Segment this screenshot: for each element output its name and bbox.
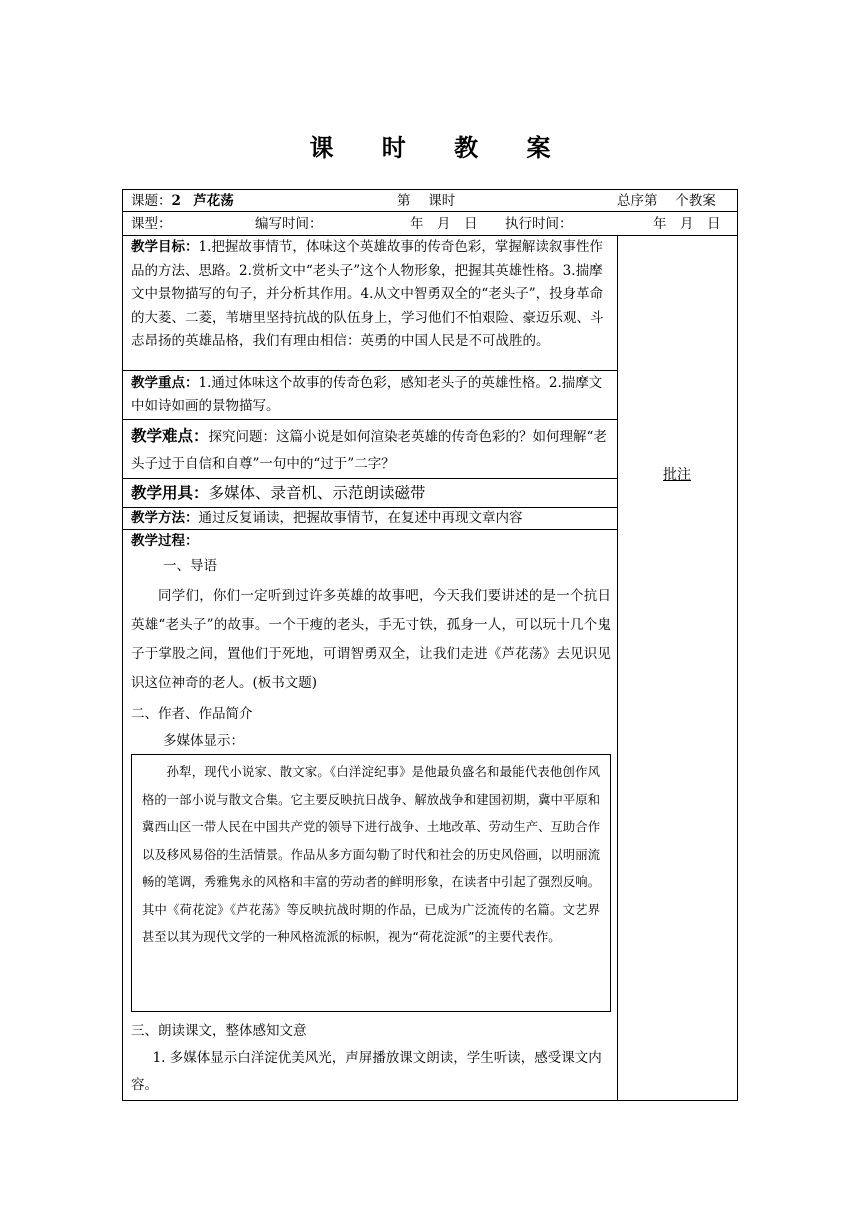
annotation-label: 批注	[663, 467, 691, 483]
section-3-text: 1. 多媒体显示白洋淀优美风光，声屏播放课文朗读，学生听读，感受课文内容。	[131, 1050, 602, 1093]
column-divider	[617, 235, 618, 1101]
topic-cell	[131, 190, 234, 212]
methods-text: 通过反复诵读，把握故事情节，在复述中再现文章内容	[198, 510, 523, 526]
teaching-tools	[131, 479, 611, 507]
exec-time-cell: 执行时间：	[505, 216, 573, 232]
difficulties-text: 探究问题：这篇小说是如何渲染老英雄的传奇色彩的？如何理解“老头子过于自信和自尊”一句中的“过于”二字？	[131, 429, 607, 472]
section-1-title: 一、导语	[163, 558, 217, 574]
page-title: 课 时 教 案	[309, 133, 571, 162]
key-points	[131, 372, 611, 418]
type-cell: 课型：	[131, 216, 172, 232]
topic-number: 2	[171, 193, 181, 209]
key-points-text: 1.通过体味这个故事的传奇色彩，感知老头子的英雄性格。2.揣摩文中如诗如画的景物描写。	[131, 375, 603, 414]
section-2-media: 多媒体显示：	[163, 733, 244, 749]
divider	[123, 419, 617, 420]
divider	[123, 211, 737, 212]
section-1-text: 同学们，你们一定听到过许多英雄的故事吧，今天我们要讲述的是一个抗日英雄“老头子”的故事。一个干瘦的老头，手无寸铁，孤身一人，可以玩十几个鬼子于掌股之间，置他们于死地，可谓智勇双全，让我们走进《芦花荡》去见识见识这位神奇的老人。(板书文题)	[131, 588, 611, 691]
period-cell: 第 课时	[397, 193, 456, 209]
section-3-title: 三、朗读课文，整体感知文意	[131, 1023, 307, 1039]
write-time-cell: 编写时间：	[255, 216, 323, 232]
goals-label: 教学目标：	[131, 239, 199, 255]
goals-text: 1.把握故事情节，体味这个英雄故事的传奇色彩，掌握解读叙事性作品的方法、思路。2.赏析文中“老头子”这个人物形象，把握其英雄性格。3.揣摩文中景物描写的句子，并分析其作用。4.从文中智勇双全的“老头子”，投身革命的大菱、二菱，苇塘里坚持抗战的队伍身上，学习他们不怕艰险、豪迈乐观、斗志昂扬的英雄品格，我们有理由相信：英勇的中国人民是不可战胜的。	[131, 239, 604, 349]
methods-label: 教学方法：	[131, 510, 199, 526]
tools-label: 教学用具：	[131, 483, 209, 502]
lesson-plan-table	[122, 189, 738, 1101]
author-intro-box: 孙犁，现代小说家、散文家。《白洋淀纪事》是他最负盛名和最能代表他创作风格的一部小说与散文合集。它主要反映抗日战争、解放战争和建国初期，冀中平原和冀西山区一带人民在中国共产党的领导下进行战争、土地改革、劳动生产、互助合作以及移风易俗的生活情景。作品从多方面勾勒了时代和社会的历史风俗画，以明丽流畅的笔调，秀雅隽永的风格和丰富的劳动者的鲜明形象，在读者中引起了强烈反响。其中《荷花淀》《芦花荡》等反映抗战时期的作品，已成为广泛流传的名篇。文艺界甚至以其为现代文学的一种风格流派的标帜，视为“荷花淀派”的主要代表作。	[131, 754, 611, 1012]
teaching-goals	[131, 236, 611, 354]
section-2-title: 二、作者、作品简介	[131, 706, 253, 722]
topic-label: 课题：	[131, 193, 172, 209]
write-date-cell: 年 月 日	[410, 216, 478, 232]
key-points-label: 教学重点：	[131, 375, 199, 391]
difficulties-label: 教学难点：	[131, 426, 209, 445]
tools-text: 多媒体、录音机、示范朗读磁带	[208, 484, 426, 502]
total-cell: 总序第 个教案	[617, 193, 716, 209]
exec-date-cell: 年 月 日	[653, 216, 721, 232]
difficulties	[131, 422, 611, 478]
teaching-methods	[131, 507, 611, 529]
process-label: 教学过程：	[131, 533, 199, 549]
divider	[123, 370, 617, 371]
topic-name: 芦花荡	[193, 193, 234, 209]
